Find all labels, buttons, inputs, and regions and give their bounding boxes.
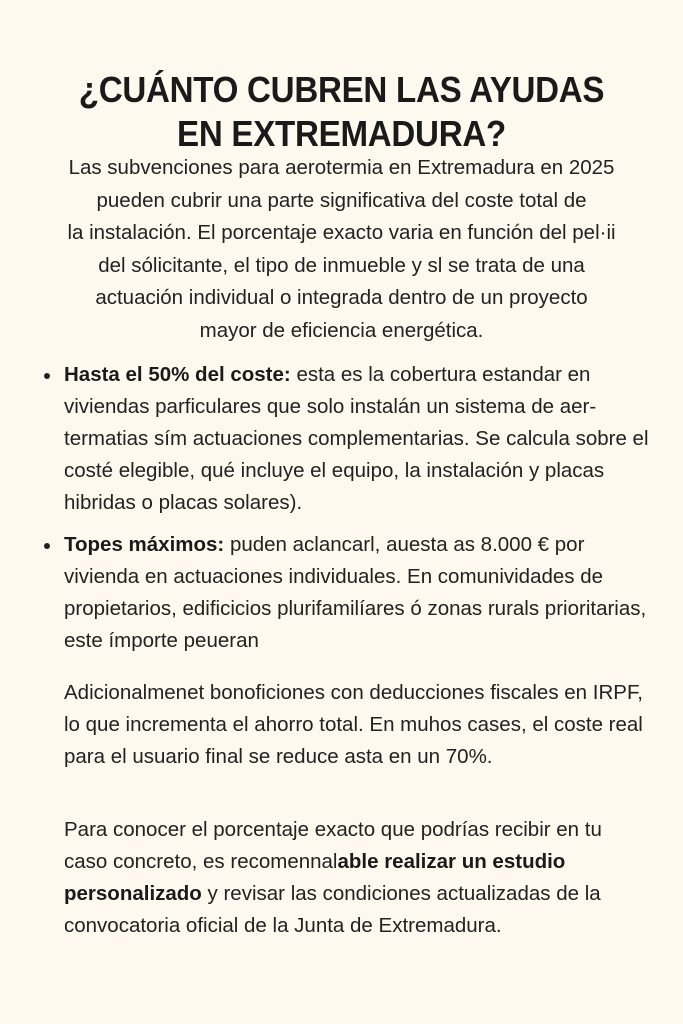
recommendation-paragraph xyxy=(64,814,644,942)
intro-line: pueden cubrir una parte significativa del coste total de xyxy=(96,188,587,212)
list-item-text: esta es la cobertura estandar en viviendas parficulares que solo instalán un sistema de aer-termatias sím actuaciones complementarias. Se calcula sobre el costé elegible, qué incluye el equipo, la instalación y placas hibridas o placas solares). xyxy=(64,363,649,514)
title-line-2: EN EXTREMADURA? xyxy=(177,113,506,155)
intro-line: mayor de eficiencia energética. xyxy=(199,318,484,342)
recommendation-text-pre: Para conocer el porcentaje exacto que podrías recibir en tu caso concreto, es recomennal xyxy=(64,817,602,873)
title-line-1: ¿CUÁNTO CUBREN LAS AYUDAS xyxy=(78,69,605,111)
page-title xyxy=(27,68,655,156)
list-item-heading: Topes máximos: xyxy=(64,533,225,556)
list-item-max-limits xyxy=(40,529,660,657)
coverage-list xyxy=(40,359,660,667)
intro-line: del sólicitante, el tipo de inmueble y sl se trata de una xyxy=(98,253,585,277)
intro-paragraph xyxy=(30,152,653,347)
list-item-heading: Hasta el 50% del coste: xyxy=(64,363,291,386)
bullet-icon xyxy=(44,373,50,379)
list-item-coverage-50 xyxy=(40,359,660,519)
recommendation-text-post: y revisar las condiciones actualizadas de la convocatoria oficial de la Junta de Extremadura. xyxy=(64,881,601,937)
bullet-icon xyxy=(44,543,50,549)
intro-line: Las subvenciones para aerotermia en Extremadura en 2025 xyxy=(68,156,615,179)
recommendation-emphasis: able realizar un estudio personalizado xyxy=(64,849,566,905)
tax-deductions-paragraph: Adicionalmenet bonoficiones con deducciones fiscales en IRPF, lo que incrementa el ahorro total. En muhos cases, el coste real para el usuario final se reduce asta en un 70%. xyxy=(64,680,643,768)
list-item-text: puden aclancarl, auesta as 8.000 € por vivienda en actuaciones individuales. En comunividades de propietarios, edificicios plurifamilíares ó zonas rurals prioritarias, este ímporte peueran xyxy=(64,533,647,652)
intro-line: la instalación. El porcentaje exacto varia en función del pel·ii xyxy=(67,221,616,244)
intro-line: actuación individual o integrada dentro de un proyecto xyxy=(95,286,588,309)
